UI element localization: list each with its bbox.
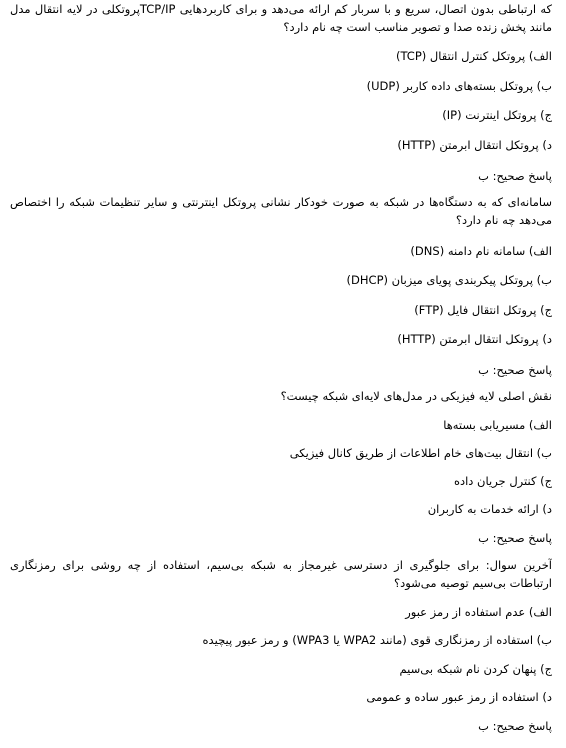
q4-option-b: ب) استفاده از رمزنگاری قوی (مانند WPA2 یا WPA3) و رمز عبور پیچیده <box>202 633 552 647</box>
question-1-text: که ارتباطی بدون اتصال، سریع و با سربار کم ارائه می‌دهد و برای کاربردهایی TCP/IPپروتکلی در لایه انتقال مدل مانند پخش زنده صدا و تصویر مناسب است چه نام دارد؟ <box>10 2 552 34</box>
question-2-text: سامانه‌ای که به دستگاه‌ها در شبکه به صورت خودکار نشانی پروتکل اینترنتی و سایر تنظیمات شبکه را اختصاص می‌دهد چه نام دارد؟ <box>10 195 552 227</box>
q4-answer: پاسخ صحیح: ب <box>478 719 552 733</box>
q3-option-b: ب) انتقال بیت‌های خام اطلاعات از طریق کانال فیزیکی <box>289 446 552 460</box>
q1-option-a: الف) پروتکل کنترل انتقال (TCP) <box>395 49 552 63</box>
q2-answer: پاسخ صحیح: ب <box>478 363 552 377</box>
q4-option-a: الف) عدم استفاده از رمز عبور <box>405 605 552 619</box>
q2-option-d: د) پروتکل انتقال ابرمتن (HTTP) <box>397 332 552 346</box>
q2-option-b: ب) پروتکل پیکربندی پویای میزبان (DHCP) <box>346 273 552 287</box>
q1-option-b: ب) پروتکل بسته‌های داده کاربر (UDP) <box>366 79 552 93</box>
q3-option-d: د) ارائه خدمات به کاربران <box>427 502 552 516</box>
q1-option-c: ج) پروتکل اینترنت (IP) <box>442 108 552 122</box>
q1-answer: پاسخ صحیح: ب <box>478 169 552 183</box>
question-4-text: آخرین سوال: برای جلوگیری از دسترسی غیرمجاز به شبکه بی‌سیم، استفاده از چه روشی برای رمزنگاری ارتباطات بی‌سیم توصیه می‌شود؟ <box>10 558 552 590</box>
q4-option-d: د) استفاده از رمز عبور ساده و عمومی <box>366 690 552 704</box>
q3-option-a: الف) مسیریابی بسته‌ها <box>443 418 552 432</box>
question-3-text: نقش اصلی لایه فیزیکی در مدل‌های لایه‌ای شبکه چیست؟ <box>280 389 552 403</box>
q1-option-d: د) پروتکل انتقال ابرمتن (HTTP) <box>397 138 552 152</box>
q2-option-c: ج) پروتکل انتقال فایل (FTP) <box>414 303 552 317</box>
q3-answer: پاسخ صحیح: ب <box>478 531 552 545</box>
q3-option-c: ج) کنترل جریان داده <box>453 474 552 488</box>
q2-option-a: الف) سامانه نام دامنه (DNS) <box>410 244 552 258</box>
q4-option-c: ج) پنهان کردن نام شبکه بی‌سیم <box>399 662 552 676</box>
